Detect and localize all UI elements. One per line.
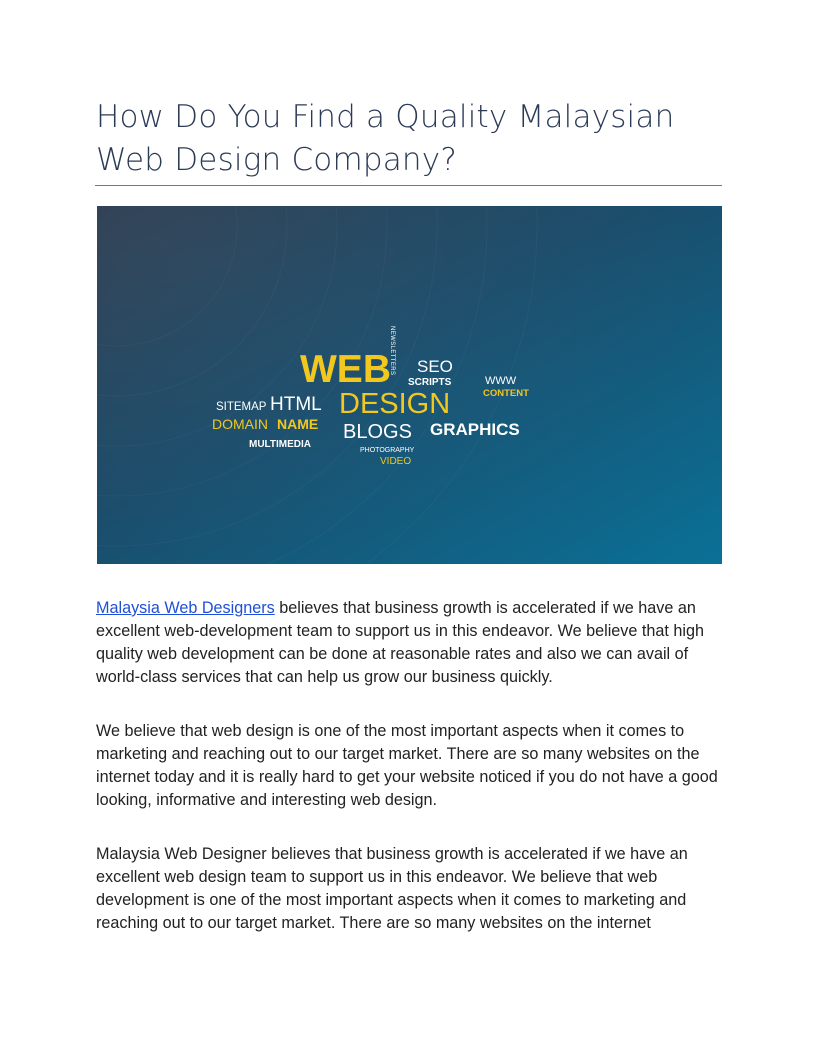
word-multimedia: MULTIMEDIA [249,439,312,450]
paragraph-3: Malaysia Web Designer believes that business growth is accelerated if we have an excellent web design team to support us in this endeavor. We believe that web development is one of the most important aspects when it comes to marketing and reaching out to our target market. There are so many websites on the internet [96,845,688,932]
paragraph-2: We believe that web design is one of the most important aspects when it comes to marketing and reaching out to our target market. There are so many websites on the internet today and it is really hard to get your website noticed if you do not have a good looking, informative and interesting web design. [96,722,718,809]
word-content: CONTENT [483,388,529,399]
word-name: NAME [277,416,319,432]
paragraph-1 [96,597,726,689]
word-photography: PHOTOGRAPHY [360,447,415,454]
word-blogs: BLOGS [343,421,412,443]
paragraph-1-text: believes that business growth is accelerated if we have an excellent web-development team to support us in this endeavor. We believe that high quality web development can be done at reasonable rates and also we can avail of world-class services that can help us grow our business quickly. [96,599,704,686]
title-underline [95,185,722,186]
word-video: VIDEO [380,456,412,467]
word-sitemap: SITEMAP [216,401,267,413]
word-web: WEB [300,348,391,391]
word-graphics: GRAPHICS [430,420,520,439]
malaysia-web-designers-link[interactable]: Malaysia Web Designers [96,599,275,617]
word-design: DESIGN [339,388,451,420]
word-scripts: SCRIPTS [408,377,452,388]
word-newsletters: NEWSLETTERS [389,326,395,376]
word-www: WWW [485,375,517,387]
word-seo: SEO [417,357,453,376]
document-title: How Do You Find a Quality Malaysian Web Design Company? [96,99,675,178]
word-html: HTML [270,394,322,415]
web-design-word-cloud-image [97,206,722,564]
word-domain: DOMAIN [212,416,268,432]
